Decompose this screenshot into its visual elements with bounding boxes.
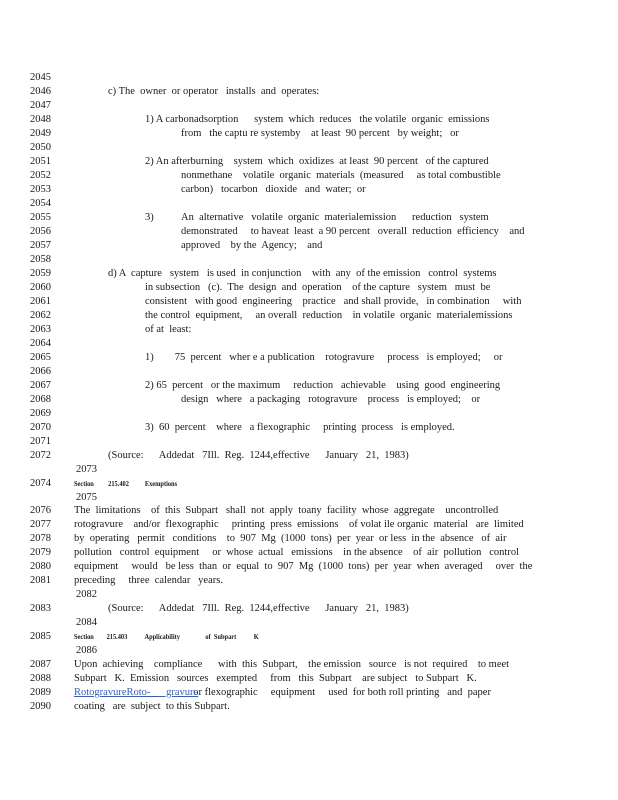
line-number: 2055 (30, 212, 51, 223)
line-number: 2066 (30, 366, 51, 377)
text-line: 2084 (76, 617, 97, 628)
line-number: 2085 (30, 631, 51, 642)
text-line: equipment would be less than or equal to 907 Mg (1000 tons) per year when averaged over the (74, 561, 533, 572)
text-line: d) A capture system is used in conjunction with any of the emission control systems (108, 268, 497, 279)
line-number: 2057 (30, 240, 51, 251)
line-number: 2079 (30, 547, 51, 558)
line-number: 2059 (30, 268, 51, 279)
line-number: 2087 (30, 659, 51, 670)
text-line: of at least: (145, 324, 192, 335)
line-number: 2045 (30, 72, 51, 83)
text-line: 1) 75 percent wher e a publication rotogravure process is employed; or (145, 352, 503, 363)
line-number: 2053 (30, 184, 51, 195)
line-number: 2048 (30, 114, 51, 125)
line-number: 2083 (30, 603, 51, 614)
text-line: pollution control equipment or whose actual emissions in the absence of air pollution control (74, 547, 519, 558)
text-line: An alternative volatile organic materialemission reduction system (181, 212, 489, 223)
line-number: 2088 (30, 673, 51, 684)
text-line: in subsection (c). The design and operation of the capture system must be (145, 282, 491, 293)
text-line: nonmethane volatile organic materials (measured as total combustible (181, 170, 501, 181)
line-number: 2072 (30, 450, 51, 461)
line-number: 2080 (30, 561, 51, 572)
line-number: 2076 (30, 505, 51, 516)
line-number: 2061 (30, 296, 51, 307)
line-number: 2058 (30, 254, 51, 265)
text-line: 2) An afterburning system which oxidizes at least 90 percent of the captured (145, 156, 489, 167)
text-line: c) The owner or operator installs and operates: (108, 86, 320, 97)
line-number: 2089 (30, 687, 51, 698)
text-line: or flexographic equipment used for both roll printing and paper (188, 687, 491, 698)
text-line: 2086 (76, 645, 97, 656)
line-number: 2081 (30, 575, 51, 586)
text-line: by operating permit conditions to 907 Mg (1000 tons) per year or less in the absence of air (74, 533, 507, 544)
line-number: 2062 (30, 310, 51, 321)
line-number: 2068 (30, 394, 51, 405)
text-line: preceding three calendar years. (74, 575, 223, 586)
text-line: Subpart K. Emission sources exempted from this Subpart are subject to Subpart K. (74, 673, 477, 684)
rotogravure-link[interactable]: RotogravureRoto- gravure (74, 687, 199, 698)
line-number: 2070 (30, 422, 51, 433)
text-line: consistent with good engineering practice and shall provide, in combination with (145, 296, 522, 307)
section-heading: Section 215.403 Applicability of Subpart K (74, 632, 259, 641)
line-number: 2052 (30, 170, 51, 181)
text-line: rotogravure and/or flexographic printing press emissions of volat ile organic material are limited (74, 519, 524, 530)
text-line: coating are subject to this Subpart. (74, 701, 230, 712)
line-number: 2074 (30, 478, 51, 489)
line-number: 2056 (30, 226, 51, 237)
text-line: from the captu re systemby at least 90 percent by weight; or (181, 128, 459, 139)
line-number: 2046 (30, 86, 51, 97)
line-number: 2069 (30, 408, 51, 419)
text-line: (Source: Addedat 7Ill. Reg. 1244,effective January 21, 1983) (108, 603, 409, 614)
line-number: 2047 (30, 100, 51, 111)
text-line: 3) 60 percent where a flexographic printing process is employed. (145, 422, 455, 433)
line-number: 2067 (30, 380, 51, 391)
text-line: The limitations of this Subpart shall not apply toany facility whose aggregate uncontrolled (74, 505, 499, 516)
line-number: 2063 (30, 324, 51, 335)
line-number: 2051 (30, 156, 51, 167)
line-number: 2049 (30, 128, 51, 139)
section-heading: Section 215.402 Exemptions (74, 479, 178, 488)
line-number: 2065 (30, 352, 51, 363)
line-number: 2090 (30, 701, 51, 712)
line-number: 2077 (30, 519, 51, 530)
text-line: 2075 (76, 492, 97, 503)
line-number: 2078 (30, 533, 51, 544)
text-line: (Source: Addedat 7Ill. Reg. 1244,effective January 21, 1983) (108, 450, 409, 461)
text-line: 2) 65 percent or the maximum reduction achievable using good engineering (145, 380, 501, 391)
text-line: 1) A carbonadsorption system which reduces the volatile organic emissions (145, 114, 490, 125)
text-line: Upon achieving compliance with this Subpart, the emission source is not required to meet (74, 659, 510, 670)
text-line: demonstrated to haveat least a 90 percent overall reduction efficiency and (181, 226, 525, 237)
text-line: carbon) tocarbon dioxide and water; or (181, 184, 366, 195)
line-number: 2064 (30, 338, 51, 349)
text-line: design where a packaging rotogravure process is employed; or (181, 394, 481, 405)
line-number: 2054 (30, 198, 51, 209)
text-line: 2073 (76, 464, 97, 475)
text-line: 2082 (76, 589, 97, 600)
line-number: 2060 (30, 282, 51, 293)
text-line: 3) (145, 212, 154, 223)
text-line: approved by the Agency; and (181, 240, 323, 251)
text-line: the control equipment, an overall reduction in volatile organic materialemissions (145, 310, 513, 321)
line-number: 2071 (30, 436, 51, 447)
line-number: 2050 (30, 142, 51, 153)
